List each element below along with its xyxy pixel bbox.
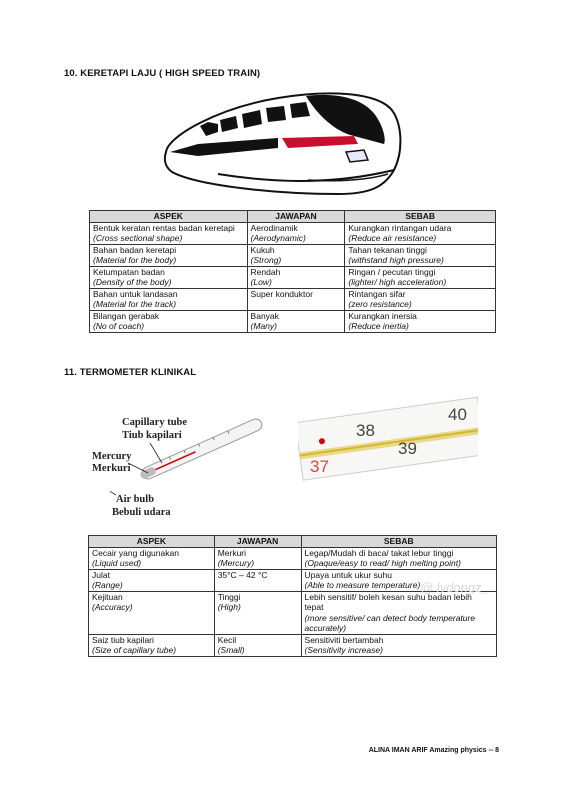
aspek-text: Bilangan gerabak bbox=[93, 310, 160, 321]
aspek-en-text: (No of coach) bbox=[93, 321, 145, 331]
mercury-label-ms: Merkuri bbox=[92, 463, 131, 474]
aspek-text: Kejituan bbox=[92, 591, 123, 602]
jawapan-en-text: (Small) bbox=[217, 645, 245, 655]
aspek-text: Ketumpatan badan bbox=[93, 266, 165, 277]
aspek-en-text: (Material for the body) bbox=[93, 255, 177, 265]
table-row bbox=[89, 634, 497, 656]
sebab-en-text: (Able to measure temperature) bbox=[304, 580, 421, 590]
air-bulb-label: Air bulb bbox=[116, 494, 155, 505]
jawapan-en-text: (Low) bbox=[250, 277, 272, 287]
table-row bbox=[89, 547, 497, 569]
capillary-label-ms: Tiub kapilari bbox=[122, 430, 182, 441]
jawapan-en-text: (Many) bbox=[250, 321, 277, 331]
table-row bbox=[90, 244, 496, 266]
jawapan-text: Tinggi bbox=[217, 591, 241, 602]
sebab-text: Sensitiviti bertambah bbox=[304, 634, 384, 645]
jawapan-en-text: (Aerodynamic) bbox=[250, 233, 306, 243]
pointer-lines bbox=[110, 425, 170, 505]
jawapan-text: Merkuri bbox=[217, 547, 247, 558]
jawapan-text: Kukuh bbox=[250, 244, 275, 255]
aspek-en-text: (Density of the body) bbox=[93, 277, 172, 287]
aspek-text: Bahan untuk landasan bbox=[93, 288, 178, 299]
aspek-en-text: (Size of capillary tube) bbox=[92, 645, 177, 655]
sebab-en-text: (Reduce inertia) bbox=[348, 321, 409, 331]
scale-number-37: 37 bbox=[310, 457, 329, 476]
header-jawapan: JAWAPAN bbox=[247, 211, 345, 223]
scale-number-40: 40 bbox=[448, 405, 467, 424]
table-row bbox=[90, 266, 496, 288]
table-row bbox=[89, 591, 497, 634]
jawapan-en-text: (Mercury) bbox=[217, 558, 255, 568]
aspek-text: Saiz tiub kapilari bbox=[92, 634, 154, 645]
jawapan-text: Aerodinamik bbox=[250, 222, 298, 233]
table-row bbox=[90, 310, 496, 332]
aspek-text: Cecair yang digunakan bbox=[92, 547, 179, 558]
air-bulb-label-ms: Bebuli udara bbox=[112, 507, 171, 518]
sebab-text: Upaya untuk ukur suhu bbox=[304, 569, 392, 580]
aspek-text: Bahan badan keretapi bbox=[93, 244, 177, 255]
sebab-en-text: (zero resistance) bbox=[348, 299, 412, 309]
sebab-en-text: (Opaque/easy to read/ high melting point) bbox=[304, 558, 461, 568]
capillary-label: Capillary tube bbox=[122, 417, 188, 428]
table-row bbox=[90, 222, 496, 244]
section-10-title: 10. KERETAPI LAJU ( HIGH SPEED TRAIN) bbox=[64, 68, 261, 79]
table-row bbox=[90, 288, 496, 310]
sebab-en-text: (withstand high pressure) bbox=[348, 255, 444, 265]
page-footer: ALINA IMAN ARIF Amazing physics -- 8 bbox=[368, 747, 499, 754]
watermark: @ lydongz_ bbox=[420, 580, 489, 595]
scale-number-38: 38 bbox=[356, 421, 375, 440]
aspek-text: Julat bbox=[92, 569, 110, 580]
header-jawapan: JAWAPAN bbox=[214, 536, 301, 548]
sebab-text: Kurangkan inersia bbox=[348, 310, 417, 321]
aspek-text: Bentuk keratan rentas badan keretapi bbox=[93, 222, 235, 233]
aspek-en-text: (Range) bbox=[92, 580, 123, 590]
mercury-label: Mercury bbox=[92, 451, 132, 462]
aspek-en-text: (Material for the track) bbox=[93, 299, 177, 309]
sebab-text: Tahan tekanan tinggi bbox=[348, 244, 427, 255]
sebab-en-text: (more sensitive/ can detect body temperature accurately) bbox=[304, 612, 476, 633]
jawapan-en-text: (High) bbox=[217, 602, 241, 612]
header-sebab: SEBAB bbox=[301, 536, 496, 548]
sebab-en-text: (Sensitivity increase) bbox=[304, 645, 383, 655]
thermometer-closeup-illustration bbox=[298, 392, 478, 482]
high-speed-train-illustration bbox=[158, 86, 408, 204]
header-sebab: SEBAB bbox=[345, 211, 496, 223]
scale-number-39: 39 bbox=[398, 439, 417, 458]
header-aspek: ASPEK bbox=[89, 536, 215, 548]
section-11-title: 11. TERMOMETER KLINIKAL bbox=[64, 367, 197, 378]
sebab-text: Rintangan sifar bbox=[348, 288, 406, 299]
sebab-text: Lebih sensitif/ boleh kesan suhu badan lebih tepat bbox=[304, 591, 472, 612]
jawapan-en-text: (Strong) bbox=[250, 255, 282, 265]
jawapan-text: Super konduktor bbox=[250, 288, 313, 299]
aspek-en-text: (Cross sectional shape) bbox=[93, 233, 183, 243]
sebab-text: Kurangkan rintangan udara bbox=[348, 222, 452, 233]
jawapan-text: Kecil bbox=[217, 634, 237, 645]
jawapan-text: Banyak bbox=[250, 310, 279, 321]
aspek-en-text: (Accuracy) bbox=[92, 602, 133, 612]
train-table bbox=[89, 210, 496, 333]
jawapan-text: Rendah bbox=[250, 266, 281, 277]
sebab-en-text: (Reduce air resistance) bbox=[348, 233, 437, 243]
jawapan-text: 35°C – 42 °C bbox=[217, 569, 268, 580]
thermometer-table bbox=[88, 535, 497, 657]
sebab-en-text: (lighter/ high acceleration) bbox=[348, 277, 447, 287]
sebab-text: Legap/Mudah di baca/ takat lebur tinggi bbox=[304, 547, 454, 558]
sebab-text: Ringan / pecutan tinggi bbox=[348, 266, 436, 277]
header-aspek: ASPEK bbox=[90, 211, 248, 223]
aspek-en-text: (Liquid used) bbox=[92, 558, 142, 568]
